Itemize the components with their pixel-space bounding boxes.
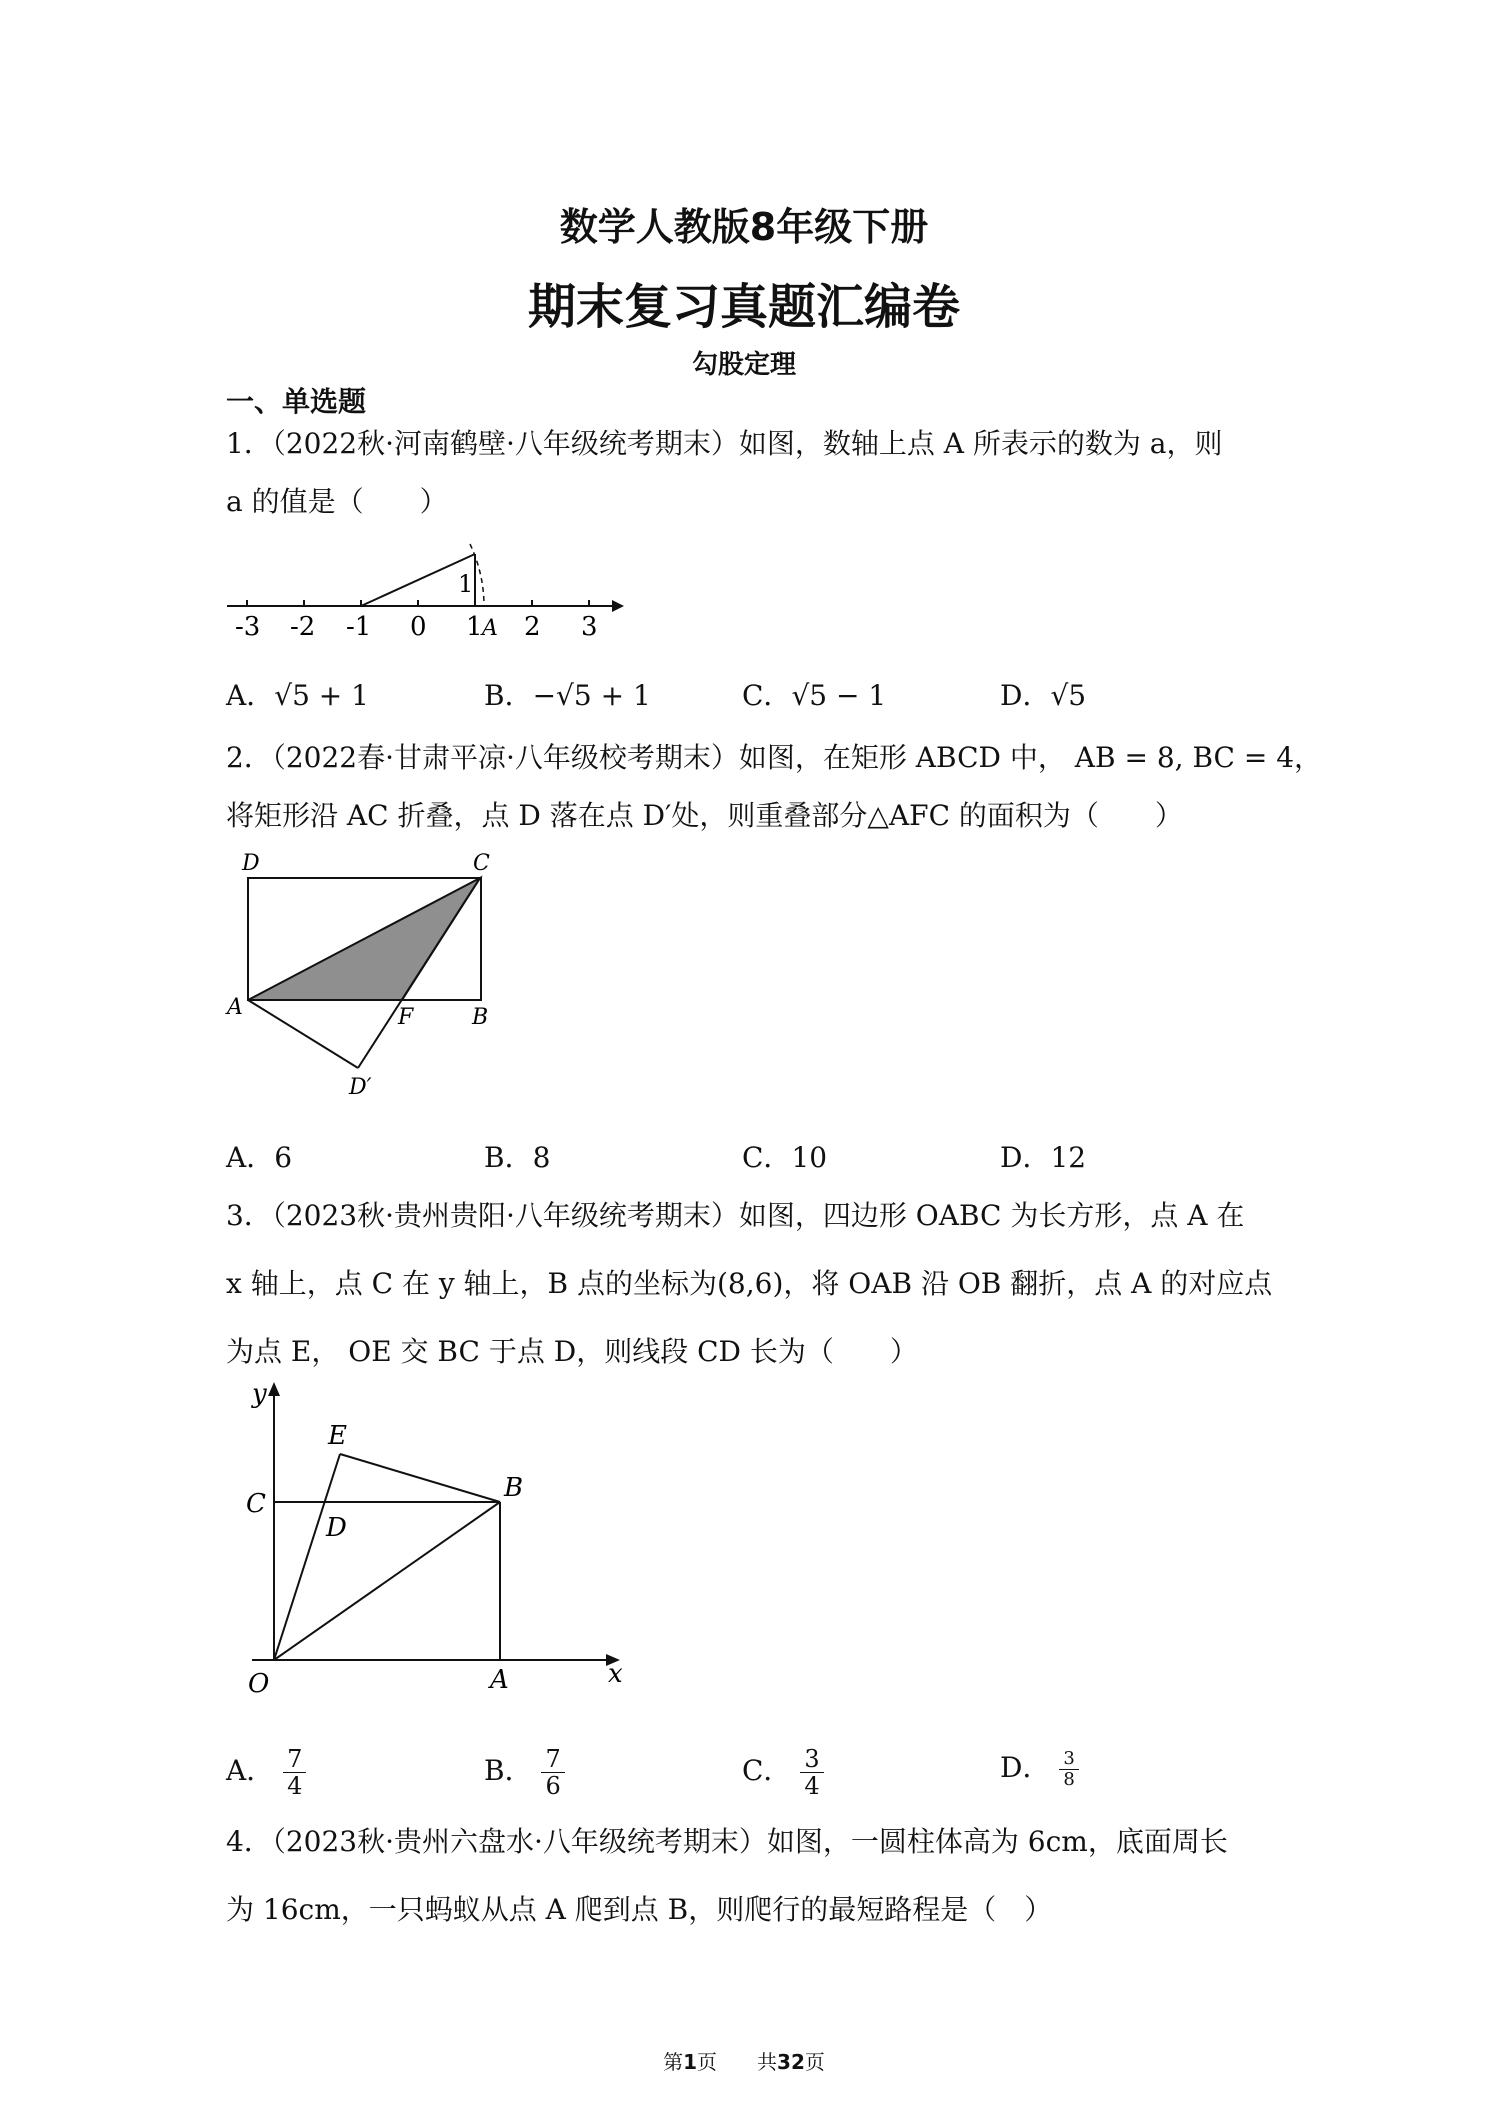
option-text: −√5 + 1 bbox=[532, 679, 651, 712]
option-text: 8 bbox=[532, 1141, 551, 1174]
option-fraction: $\frac{7}{6}$ bbox=[541, 1746, 564, 1799]
question-1-option-d[interactable] bbox=[1000, 674, 1086, 714]
point-label-a: A bbox=[490, 1665, 509, 1695]
option-text: √5 + 1 bbox=[274, 679, 369, 712]
tick-label-2: 2 bbox=[524, 612, 541, 642]
option-letter: A． bbox=[226, 1754, 275, 1787]
origin-label-o: O bbox=[248, 1669, 270, 1699]
option-letter: B． bbox=[484, 1754, 533, 1787]
point-label-a: A bbox=[482, 616, 498, 641]
option-text: 12 bbox=[1050, 1141, 1087, 1174]
option-text: √5 bbox=[1050, 679, 1087, 712]
point-label-b: B bbox=[504, 1473, 524, 1503]
question-4-line-2: 为 16cm，一只蚂蚁从点 A 爬到点 B，则爬行的最短路程是（ ） bbox=[226, 1893, 1053, 1926]
tick-label-3: 3 bbox=[581, 612, 598, 642]
axis-label-x: x bbox=[608, 1659, 623, 1689]
footer-suffix: 页 bbox=[804, 2050, 825, 2074]
axis-label-y: y bbox=[252, 1379, 267, 1409]
option-text: 10 bbox=[791, 1141, 828, 1174]
section-heading: 一、单选题 bbox=[226, 385, 367, 418]
question-1-option-a[interactable] bbox=[226, 674, 369, 714]
question-2-option-d[interactable] bbox=[1000, 1136, 1086, 1176]
question-3-option-c[interactable] bbox=[742, 1746, 824, 1799]
option-letter: C． bbox=[742, 679, 792, 712]
point-label-f: F bbox=[398, 1005, 414, 1030]
option-fraction: $\frac{3}{8}$ bbox=[1059, 1749, 1078, 1790]
question-2-rectangle-fold-figure bbox=[222, 846, 512, 1106]
question-1-option-c[interactable] bbox=[742, 674, 886, 714]
tick-label-1: 1 bbox=[466, 612, 483, 642]
question-3-coordinate-figure bbox=[222, 1374, 642, 1704]
option-letter: A． bbox=[226, 679, 275, 712]
question-3-option-b[interactable] bbox=[484, 1746, 565, 1799]
document-subtitle: 期末复习真题汇编卷 bbox=[527, 279, 960, 335]
total-page-count: 32 bbox=[777, 2050, 805, 2074]
topic-heading: 勾股定理 bbox=[691, 350, 796, 380]
vertex-label-d: D bbox=[242, 851, 260, 876]
question-3-line-2: x 轴上，点 C 在 y 轴上，B 点的坐标为(8,6)，将 OAB 沿 OB 翻折，点 A 的对应点 bbox=[226, 1267, 1273, 1300]
question-1-option-b[interactable] bbox=[484, 674, 651, 714]
option-letter: C． bbox=[742, 1141, 792, 1174]
option-text: √5 − 1 bbox=[791, 679, 887, 712]
question-2-line-1: 2．（2022春·甘肃平凉·八年级校考期末）如图，在矩形 ABCD 中， AB = 8, BC = 4， bbox=[226, 741, 1323, 774]
question-1-line-2: a 的值是（ ） bbox=[226, 485, 448, 518]
question-3-line-1: 3．（2023秋·贵州贵阳·八年级统考期末）如图，四边形 OABC 为长方形，点 A 在 bbox=[226, 1199, 1245, 1232]
option-letter: B． bbox=[484, 1141, 533, 1174]
question-1-line-1: 1．（2022秋·河南鹤壁·八年级统考期末）如图，数轴上点 A 所表示的数为 a，则 bbox=[226, 427, 1223, 460]
current-page-number: 1 bbox=[683, 2050, 698, 2074]
tick-label-neg3: -3 bbox=[235, 612, 261, 642]
page-footer bbox=[0, 2046, 1488, 2075]
footer-prefix: 第 bbox=[663, 2050, 684, 2074]
question-2-option-a[interactable] bbox=[226, 1136, 292, 1176]
question-4-line-1: 4．（2023秋·贵州六盘水·八年级统考期末）如图，一圆柱体高为 6cm，底面周长 bbox=[226, 1825, 1228, 1858]
option-fraction: $\frac{7}{4}$ bbox=[283, 1746, 306, 1799]
question-3-option-a[interactable] bbox=[226, 1746, 306, 1799]
vertex-label-c: C bbox=[473, 851, 490, 876]
option-letter: B． bbox=[484, 679, 533, 712]
question-2-option-c[interactable] bbox=[742, 1136, 827, 1176]
point-label-d-prime: D′ bbox=[349, 1075, 372, 1100]
point-label-e: E bbox=[328, 1421, 347, 1451]
tick-label-neg2: -2 bbox=[290, 612, 316, 642]
option-letter: D． bbox=[1000, 1751, 1051, 1784]
option-letter: C． bbox=[742, 1754, 792, 1787]
tick-label-0: 0 bbox=[410, 612, 427, 642]
tick-label-neg1: -1 bbox=[346, 612, 372, 642]
segment-length-label: 1 bbox=[458, 570, 474, 598]
question-1-number-line-figure bbox=[222, 530, 642, 650]
option-letter: A． bbox=[226, 1141, 275, 1174]
question-3-line-3: 为点 E， OE 交 BC 于点 D，则线段 CD 长为（ ） bbox=[226, 1335, 918, 1368]
option-letter: D． bbox=[1000, 679, 1051, 712]
vertex-label-a: A bbox=[227, 995, 243, 1020]
point-label-c: C bbox=[246, 1489, 266, 1519]
option-fraction: $\frac{3}{4}$ bbox=[800, 1746, 823, 1799]
question-2-option-b[interactable] bbox=[484, 1136, 550, 1176]
vertex-label-b: B bbox=[472, 1005, 489, 1030]
question-3-option-d[interactable] bbox=[1000, 1746, 1079, 1790]
document-title: 数学人教版8年级下册 bbox=[559, 205, 929, 249]
question-2-line-2: 将矩形沿 AC 折叠，点 D 落在点 D′处，则重叠部分△AFC 的面积为（ ） bbox=[226, 799, 1183, 832]
footer-mid: 页 共 bbox=[697, 2050, 778, 2074]
option-letter: D． bbox=[1000, 1141, 1051, 1174]
point-label-d: D bbox=[326, 1513, 347, 1543]
option-text: 6 bbox=[274, 1141, 293, 1174]
